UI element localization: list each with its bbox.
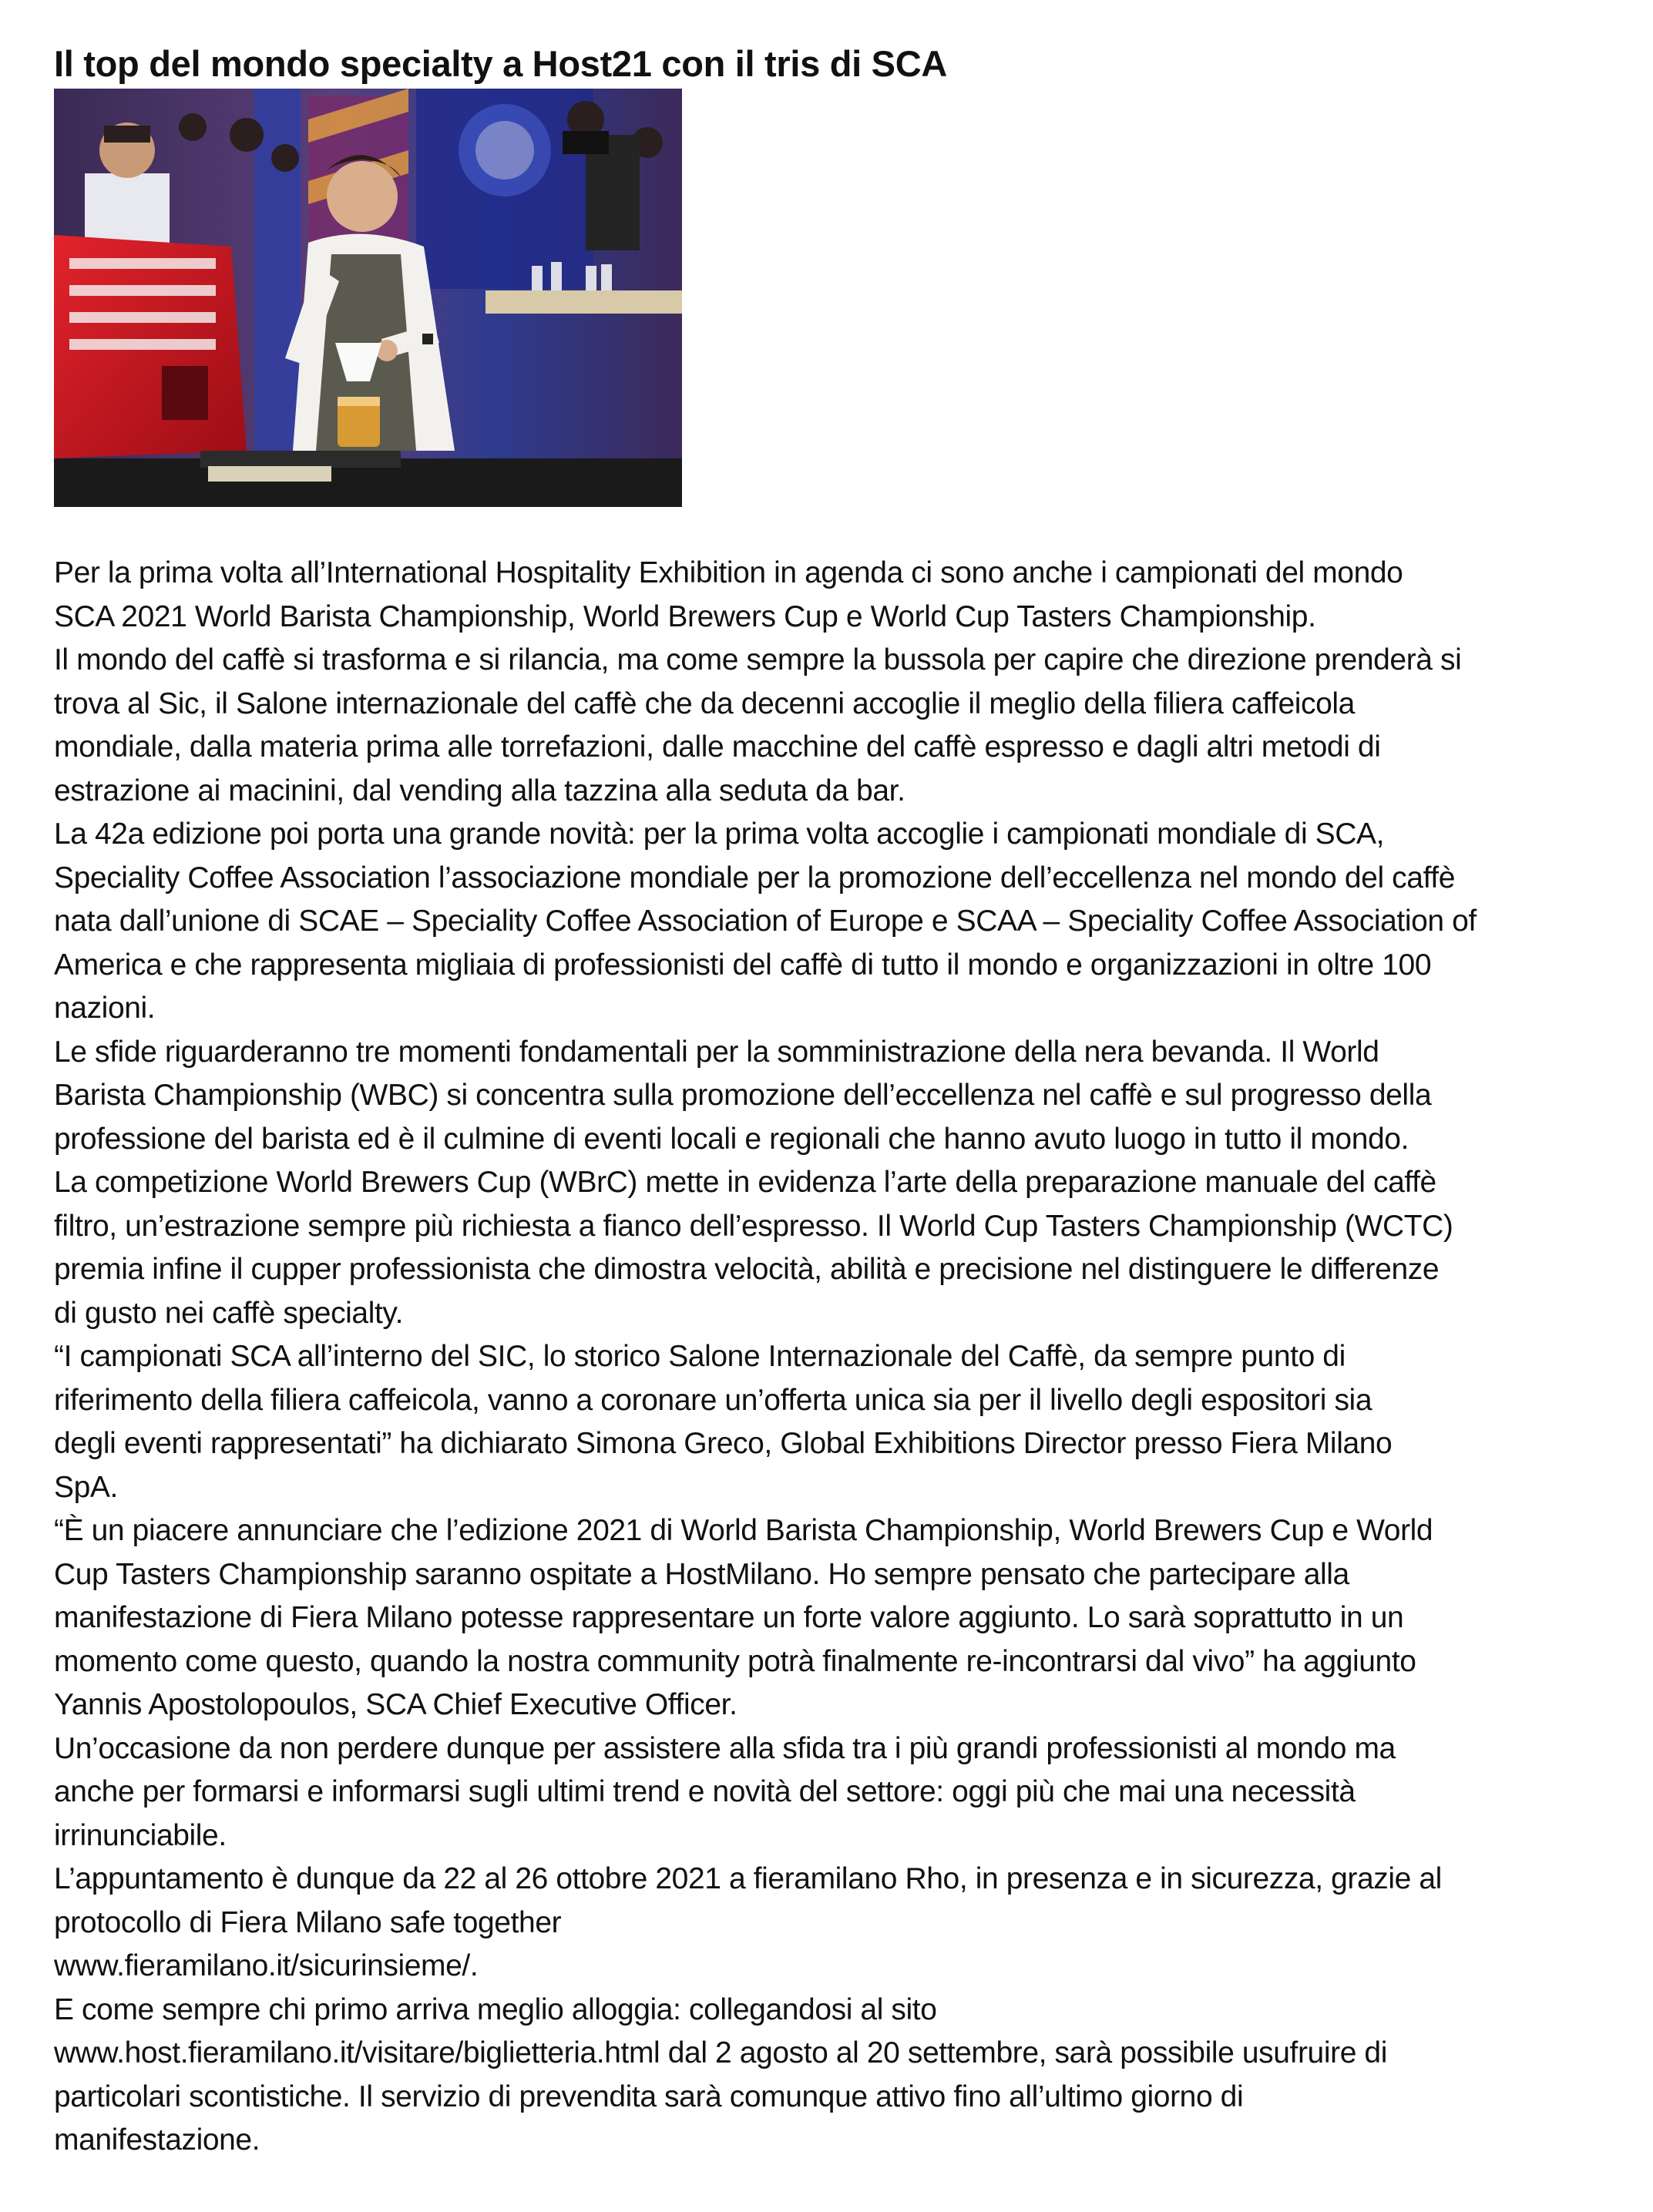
body-line: nazioni. <box>54 992 156 1025</box>
body-line: Cup Tasters Championship saranno ospitate a HostMilano. Ho sempre pensato che partecipare alla <box>54 1557 1349 1591</box>
body-line: Barista Championship (WBC) si concentra sulla promozione dell’eccellenza nel caffè e sul progresso della <box>54 1079 1432 1112</box>
body-line: manifestazione di Fiera Milano potesse rappresentare un forte valore aggiunto. Lo sarà soprattutto in un <box>54 1601 1404 1634</box>
body-line: America e che rappresenta migliaia di professionisti del caffè di tutto il mondo e organizzazioni in oltre 100 <box>54 948 1432 982</box>
body-line: E come sempre chi primo arriva meglio alloggia: collegandosi al sito <box>54 1992 937 2026</box>
body-line: filtro, un’estrazione sempre più richiesta a fianco dell’espresso. Il World Cup Tasters Championship (WCTC) <box>54 1209 1453 1243</box>
body-line: anche per formarsi e informarsi sugli ultimi trend e novità del settore: oggi più che mai una necessità <box>54 1775 1356 1808</box>
body-line: Le sfide riguarderanno tre momenti fondamentali per la somministrazione della nera bevanda. Il World <box>54 1035 1379 1069</box>
body-line: Yannis Apostolopoulos, SCA Chief Executive Officer. <box>54 1688 737 1721</box>
body-line: Il mondo del caffè si trasforma e si rilancia, ma come sempre la bussola per capire che direzione prenderà si <box>54 643 1462 676</box>
body-line: “È un piacere annunciare che l’edizione 2021 di World Barista Championship, World Brewers Cup e World <box>54 1514 1433 1547</box>
body-line: www.fieramilano.it/sicurinsieme/. <box>54 1949 479 1982</box>
body-line: di gusto nei caffè specialty. <box>54 1296 404 1330</box>
barista-competition-photo <box>54 89 682 507</box>
body-line: nata dall’unione di SCAE – Speciality Coffee Association of Europe e SCAA – Speciality Coffee Association of <box>54 905 1477 938</box>
article-title: Il top del mondo specialty a Host21 con il tris di SCA <box>54 43 948 84</box>
body-line: SpA. <box>54 1470 118 1504</box>
body-line: “I campionati SCA all’interno del SIC, lo storico Salone Internazionale del Caffè, da sempre punto di <box>54 1340 1346 1373</box>
body-line: premia infine il cupper professionista che dimostra velocità, abilità e precisione nel distinguere le differenze <box>54 1253 1440 1286</box>
body-line: mondiale, dalla materia prima alle torrefazioni, dalle macchine del caffè espresso e dagli altri metodi di <box>54 730 1381 764</box>
body-line: Un’occasione da non perdere dunque per assistere alla sfida tra i più grandi professionisti al mondo ma <box>54 1731 1396 1765</box>
body-line: La 42a edizione poi porta una grande novità: per la prima volta accoglie i campionati mondiale di SCA, <box>54 817 1385 851</box>
body-line: protocollo di Fiera Milano safe together <box>54 1905 562 1939</box>
body-line: SCA 2021 World Barista Championship, World Brewers Cup e World Cup Tasters Championship. <box>54 599 1316 633</box>
body-line: estrazione ai macinini, dal vending alla tazzina alla seduta da bar. <box>54 774 905 807</box>
body-line: momento come questo, quando la nostra community potrà finalmente re-incontrarsi dal vivo” ha aggiunto <box>54 1644 1416 1678</box>
body-line: trova al Sic, il Salone internazionale del caffè che da decenni accoglie il meglio della filiera caffeicola <box>54 686 1355 720</box>
body-line: irrinunciabile. <box>54 1818 227 1852</box>
body-line: Speciality Coffee Association l’associazione mondiale per la promozione dell’eccellenza nel mondo del caffè <box>54 861 1456 895</box>
body-line: professione del barista ed è il culmine di eventi locali e regionali che hanno avuto luogo in tutto il mondo. <box>54 1122 1409 1156</box>
body-line: La competizione World Brewers Cup (WBrC) mette in evidenza l’arte della preparazione manuale del caffè <box>54 1166 1436 1199</box>
body-line: particolari scontistiche. Il servizio di prevendita sarà comunque attivo fino all’ultimo giorno di <box>54 2079 1244 2113</box>
body-line: riferimento della filiera caffeicola, vanno a coronare un’offerta unica sia per il livello degli espositori sia <box>54 1383 1372 1417</box>
body-line: L’appuntamento è dunque da 22 al 26 ottobre 2021 a fieramilano Rho, in presenza e in sicurezza, grazie al <box>54 1862 1442 1895</box>
body-line: degli eventi rappresentati” ha dichiarato Simona Greco, Global Exhibitions Director presso Fiera Milano <box>54 1427 1393 1460</box>
body-line: Per la prima volta all’International Hospitality Exhibition in agenda ci sono anche i campionati del mondo <box>54 556 1403 589</box>
body-line: manifestazione. <box>54 2123 260 2157</box>
body-line: www.host.fieramilano.it/visitare/biglietteria.html dal 2 agosto al 20 settembre, sarà possibile usufruire di <box>54 2036 1387 2069</box>
article-body <box>54 552 1626 2163</box>
